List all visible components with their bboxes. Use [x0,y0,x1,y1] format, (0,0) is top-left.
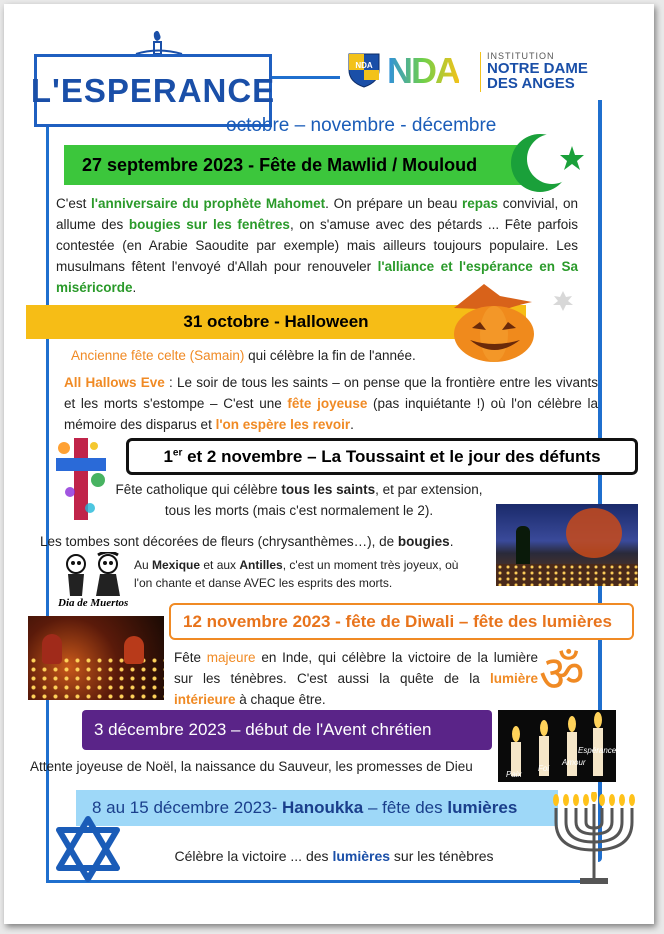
bougies-highlight: bougies [397,534,450,549]
frame-top-line [270,76,340,79]
diwali-paragraph [174,647,538,710]
toussaint-title-sup: er [172,446,183,458]
toussaint-paragraph-3 [134,556,464,592]
diwali-text-2: en Inde, qui célèbre la victoire de la lumière sur les ténèbres. C'est aussi la quête de la [174,650,538,686]
majeure-highlight: majeure [206,650,256,665]
halloween-text-4: . [350,417,354,432]
diwali-text-1: Fête [174,650,207,665]
skeletons-icon [58,552,130,600]
diwali-title: 12 novembre 2023 - fête de Diwali – fête des lumières [183,611,612,631]
dia-de-muertos-label: Dia de Muertos [58,597,129,609]
candle-label-amour: Amour [562,758,586,767]
toussaint-text-6: et aux [200,558,240,572]
tous-les-saints-highlight: tous les saints [281,482,376,497]
mawlid-text-1: C'est [56,196,92,211]
candle-label-foi: Foi [538,764,550,773]
all-hallows-highlight: All Hallows Eve [64,375,165,390]
om-symbol-icon: ॐ [539,645,585,703]
institution-line1: NOTRE DAME [487,60,588,77]
institution-line2: DES ANGES [487,75,575,92]
halloween-paragraph-1 [71,345,471,366]
lumiere-interieure-highlight: lumière intérieure [174,671,538,707]
mexique-highlight: Mexique [152,558,201,572]
toussaint-text-5: Au [134,558,153,572]
mawlid-text-2: . On prépare un beau [325,196,463,211]
candle-label-esperance: Espérance [578,746,616,755]
hanoukka-band [76,790,558,826]
logo-divider [480,52,481,92]
hanoukka-title [92,798,517,818]
revoir-highlight: l'on espère les revoir [215,417,351,432]
page-subtitle: octobre – novembre - décembre [226,115,497,136]
samain-highlight: Ancienne fête celte (Samain) [71,348,245,363]
diwali-text-3: à chaque être. [235,692,326,707]
diwali-band [169,603,634,640]
cemetery-photo [496,504,638,586]
hanoukka-text-c: sur les ténèbres [390,848,494,864]
frame-bottom-line [46,880,596,883]
mawlid-text-4: , on s'amuse avec des pétards ... Fête parfois contestée (en Arabie Saoudite par exemple) mais ailleurs toujours populaire. Les musulmans fêtent l'envoyé d'Allah pour renouveler [56,217,578,274]
halloween-text-3: (pas inquiétante !) où l'on célèbre la mémoire des disparus et [64,396,598,432]
mawlid-title: 27 septembre 2023 - Fête de Mawlid / Mouloud [82,154,478,175]
avent-text: Attente joyeuse de Noël, la naissance du Sauveur, les promesses de Dieu [30,759,473,774]
colorful-cross-icon [50,432,112,524]
hanoukka-text [124,846,544,867]
hanoukka-title-c: – fête des [363,798,448,817]
toussaint-text-1: Fête catholique qui célèbre [115,482,282,497]
toussaint-text-7: , c'est un moment très joyeux, où l'on chante et danse AVEC les esprits des morts. [134,558,459,590]
hanoukka-title-b: Hanoukka [281,798,364,817]
hanoukka-title-d: lumières [447,798,518,817]
diwali-photo [28,616,164,700]
halloween-text-1: qui célèbre la fin de l'année. [244,348,416,363]
mawlid-highlight-alliance: l'alliance et l'espérance en Sa miséricorde [56,259,579,295]
toussaint-text-3: Les tombes sont décorées de fleurs (chrysanthèmes…), de [40,534,398,549]
institution-small: INSTITUTION [487,51,555,61]
avent-band [82,710,492,750]
halloween-paragraph-2 [64,372,598,435]
mawlid-highlight-repas: repas [462,196,499,211]
page-title: L'ESPERANCE [30,71,276,109]
halloween-text-2: : Le soir de tous les saints – on pense que la frontière entre les vivants et les morts s'estompe – C'est une [64,375,598,411]
crest-icon [347,52,381,88]
toussaint-text-4: . [449,534,454,549]
toussaint-title-num: 1 [163,446,173,466]
lumieres-highlight: lumières [332,848,391,864]
crescent-star-icon [510,130,588,196]
mawlid-highlight-bougies: bougies sur les fenêtres [128,217,290,232]
mawlid-highlight-prophet: l'anniversaire du prophète Mahomet [91,196,326,211]
avent-title: 3 décembre 2023 – début de l'Avent chrétien [94,720,432,739]
toussaint-paragraph-1 [110,479,488,521]
hanoukka-title-a: 8 au 15 décembre 2023- [92,798,282,817]
menorah-icon [550,792,638,892]
crest-text: NDA [355,61,373,70]
fete-joyeuse-highlight: fête joyeuse [287,396,368,411]
star-of-david-icon [54,816,122,882]
nda-logo-text: NDA [387,50,459,91]
toussaint-band [126,438,638,475]
autumn-leaf-icon [552,290,574,312]
mawlid-band [64,145,522,185]
halloween-title: 31 octobre - Halloween [183,312,369,331]
candle-label-paix: Paix [506,770,522,779]
institution-block [487,51,588,91]
toussaint-text-2: , et par extension, tous les morts (mais c'est normalement le 2). [164,482,483,518]
toussaint-title [163,447,600,467]
advent-candles-photo [498,710,616,782]
mawlid-text-3: convivial, on allume des [56,196,579,232]
mawlid-text-5: . [132,280,137,295]
toussaint-paragraph-2 [40,531,500,552]
hanoukka-text-a: Célèbre la victoire ... des [174,848,333,864]
toussaint-title-rest: et 2 novembre – La Toussaint et le jour des défunts [182,446,601,466]
antilles-highlight: Antilles [239,558,283,572]
nda-logo [387,50,459,92]
poster-page [4,4,654,924]
